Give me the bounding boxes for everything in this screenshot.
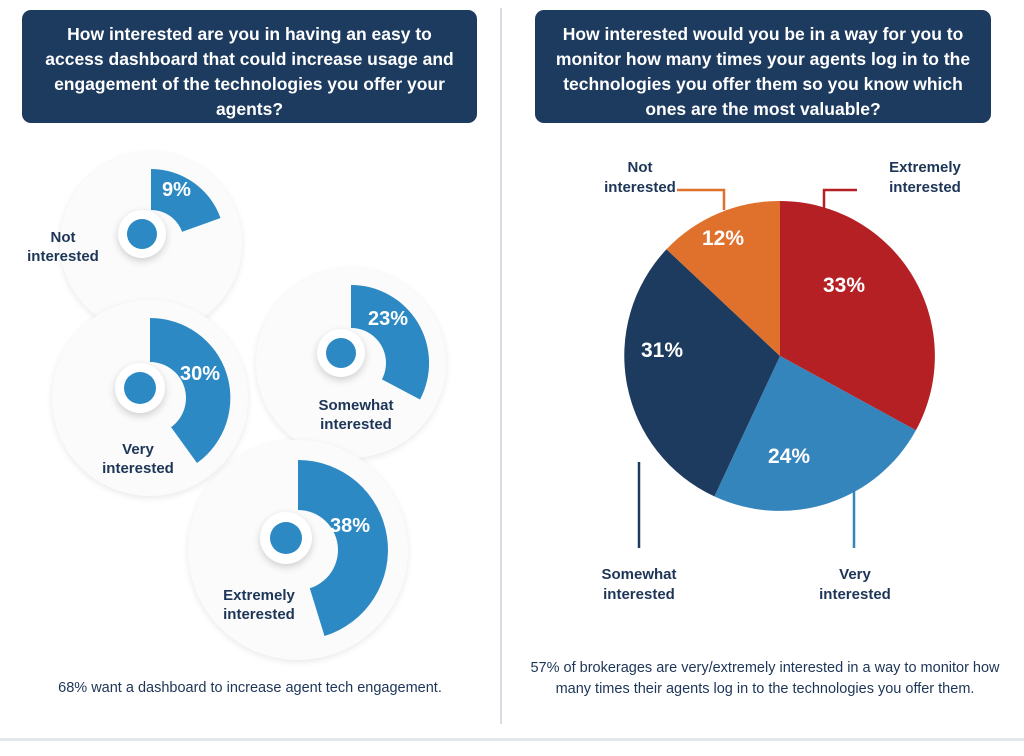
gauge-label (78, 440, 198, 478)
gauge-hub-dot (270, 522, 302, 554)
callout-line1: Extremely (889, 159, 961, 176)
pie-callout-very-interested (792, 565, 918, 605)
gauge-label (184, 586, 334, 624)
gauge-somewhat-interested (256, 268, 446, 458)
callout-line1: Very (839, 566, 871, 583)
pie-leader-lines (502, 150, 1024, 620)
callout-line2: interested (889, 179, 961, 196)
pie-value-very-interested: 24% (768, 445, 811, 468)
right-footnote: 57% of brokerages are very/extremely interested in a way to monitor how many times their agents log in to the technologies you offer them. (530, 660, 1000, 697)
right-panel (502, 0, 1024, 740)
gauge-label-line2: interested (320, 416, 392, 433)
gauge-hub-dot (326, 338, 356, 368)
gauge-value: 38% (330, 515, 371, 537)
gauge-label-line1: Very (122, 441, 154, 458)
gauge-label-line1: Not (50, 229, 76, 246)
pie-value-not-interested: 12% (702, 227, 745, 250)
gauge-hub-dot (124, 372, 156, 404)
pie-callout-somewhat-interested (574, 565, 704, 605)
gauge-label-line2: interested (223, 606, 295, 623)
callout-line1: Somewhat (601, 566, 677, 583)
pie-value-somewhat-interested: 31% (641, 339, 684, 362)
callout-line2: interested (604, 179, 676, 196)
callout-line2: interested (819, 586, 891, 603)
pie-callout-extremely-interested (860, 158, 990, 198)
gauge-label-line1: Extremely (223, 587, 295, 604)
callout-line1: Not (627, 159, 653, 176)
gauge-value: 30% (180, 363, 221, 385)
pie-callout-not-interested (580, 158, 700, 198)
gauge-extremely-interested (188, 440, 408, 660)
pie-value-extremely-interested: 33% (823, 274, 866, 297)
gauge-label-line2: interested (102, 460, 174, 477)
gauge-label (286, 396, 426, 434)
left-footnote: 68% want a dashboard to increase agent tech engagement. (58, 680, 442, 696)
gauge-label (3, 228, 123, 266)
gauge-label-line2: interested (27, 248, 99, 265)
gauge-hub-dot (127, 219, 157, 249)
gauge-value: 23% (368, 308, 409, 330)
gauge-label-line1: Somewhat (318, 397, 394, 414)
callout-line2: interested (603, 586, 675, 603)
left-panel (0, 0, 500, 740)
right-question-banner: How interested would you be in a way for you to monitor how many times your agents log in to the technologies you offer them so you know which ones are the most valuable? (535, 10, 991, 123)
gauge-value: 9% (162, 179, 191, 201)
left-question-banner: How interested are you in having an easy to access dashboard that could increase usage and engagement of the technologies you offer your agents? (22, 10, 477, 123)
